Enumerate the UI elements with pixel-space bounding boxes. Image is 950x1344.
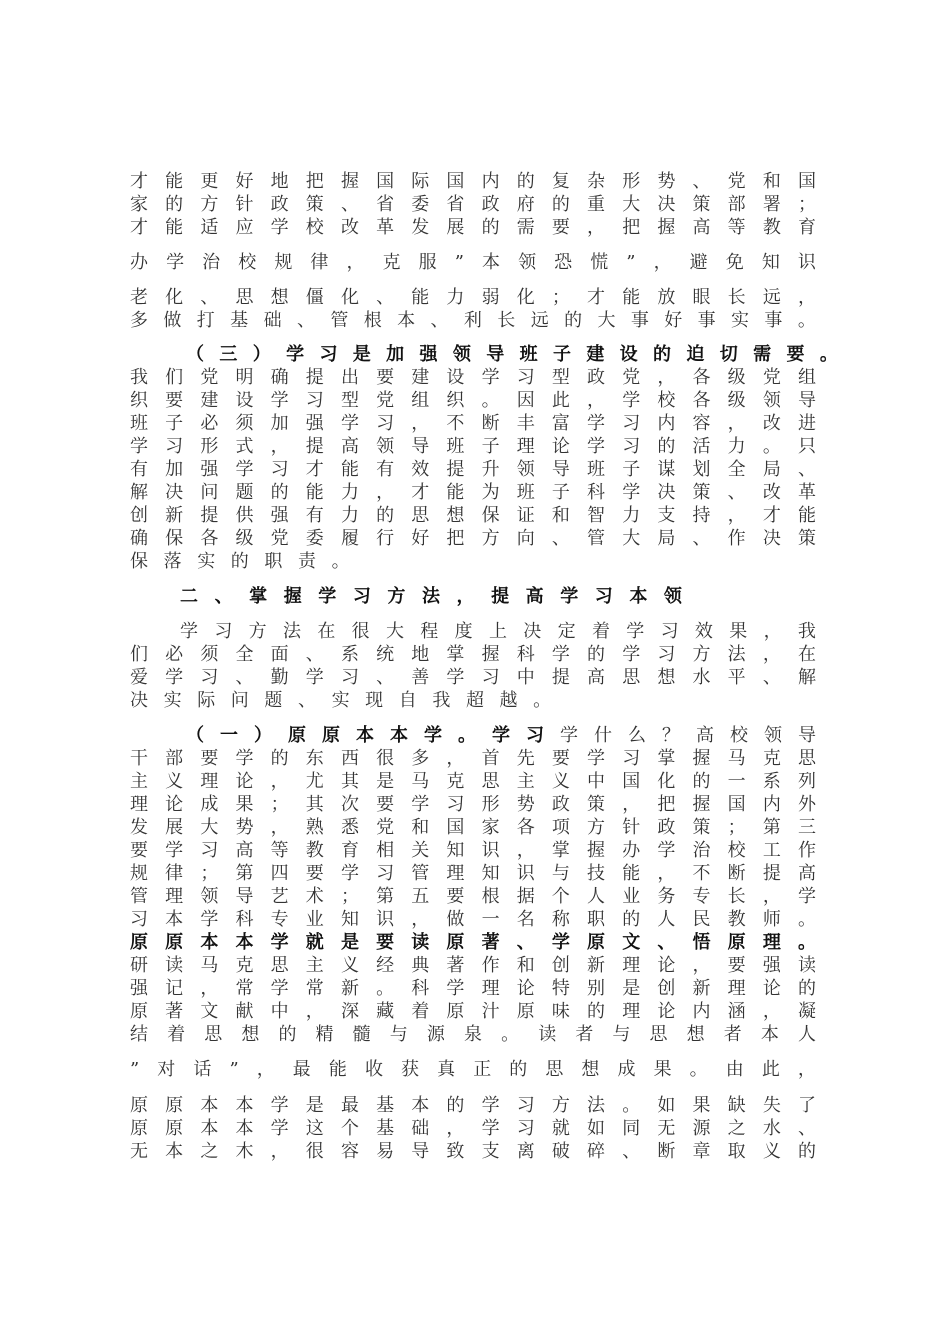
text-line: 家 的 方 针 政 策 、 省 委 省 政 府 的 重 大 决 策 部 署 ； bbox=[130, 194, 816, 215]
text-line: 主 义 理 论 ， 尤 其 是 马 克 思 主 义 中 国 化 的 一 系 列 bbox=[130, 771, 816, 792]
text-line: 研 读 马 克 思 主 义 经 典 著 作 和 创 新 理 论 ， 要 强 读 bbox=[130, 955, 816, 976]
text-line: 学 习 形 式 ， 提 高 领 导 班 子 理 论 学 习 的 活 力 。 只 bbox=[130, 436, 816, 457]
text-line: 织 要 建 设 学 习 型 党 组 织 。 因 此 ， 学 校 各 级 领 导 bbox=[130, 390, 816, 411]
text-line: 解 决 问 题 的 能 力 ， 才 能 为 班 子 科 学 决 策 、 改 革 bbox=[130, 482, 816, 503]
text-line: 无 本 之 木 ， 很 容 易 导 致 支 离 破 碎 、 断 章 取 义 的 bbox=[130, 1141, 816, 1162]
text-line: 保 落 实 的 职 责 。 bbox=[130, 551, 350, 572]
text-line: 管 理 领 导 艺 术 ； 第 五 要 根 据 个 人 业 务 专 长 ， 学 bbox=[130, 886, 816, 907]
text-line: 确 保 各 级 党 委 履 行 好 把 方 向 、 管 大 局 、 作 决 策 bbox=[130, 528, 816, 549]
text-line: 干 部 要 学 的 东 西 很 多 ， 首 先 要 学 习 掌 握 马 克 思 bbox=[130, 748, 816, 769]
text-line: （ 一 ） 原 原 本 本 学 。 学 习 学 什 么 ？ 高 校 领 导 bbox=[186, 725, 816, 746]
text-line: 决 实 际 问 题 、 实 现 自 我 超 越 。 bbox=[130, 690, 552, 711]
text-line: 多 做 打 基 础 、 管 根 本 、 利 长 远 的 大 事 好 事 实 事 。 bbox=[130, 310, 816, 331]
text-line: 我 们 党 明 确 提 出 要 建 设 学 习 型 政 党 ， 各 级 党 组 bbox=[130, 367, 816, 388]
text-line: 才 能 更 好 地 把 握 国 际 国 内 的 复 杂 形 势 、 党 和 国 bbox=[130, 171, 816, 192]
text-line: 办 学 治 校 规 律 ， 克 服 ” 本 领 恐 慌 ” ， 避 免 知 识 bbox=[130, 252, 816, 273]
text-line: 学 习 方 法 在 很 大 程 度 上 决 定 着 学 习 效 果 ， 我 bbox=[180, 621, 816, 642]
text-line: 理 论 成 果 ； 其 次 要 学 习 形 势 政 策 ， 把 握 国 内 外 bbox=[130, 794, 816, 815]
text-line: 习 本 学 科 专 业 知 识 ， 做 一 名 称 职 的 人 民 教 师 。 bbox=[130, 909, 816, 930]
text-line: 原 原 本 本 学 这 个 基 础 ， 学 习 就 如 同 无 源 之 水 、 bbox=[130, 1118, 816, 1139]
text-line: 有 加 强 学 习 才 能 有 效 提 升 领 导 班 子 谋 划 全 局 、 bbox=[130, 459, 816, 480]
section-heading: 二 、 掌 握 学 习 方 法 ， 提 高 学 习 本 领 bbox=[180, 586, 682, 607]
text-line: 原 原 本 本 学 是 最 基 本 的 学 习 方 法 。 如 果 缺 失 了 bbox=[130, 1095, 816, 1116]
bold-text-line: 原 原 本 本 学 就 是 要 读 原 著 、 学 原 文 、 悟 原 理 。 bbox=[130, 932, 816, 953]
text-line: 强 记 ， 常 学 常 新 。 科 学 理 论 特 别 是 创 新 理 论 的 bbox=[130, 978, 816, 999]
text-line: 才 能 适 应 学 校 改 革 发 展 的 需 要 ， 把 握 高 等 教 育 bbox=[130, 217, 816, 238]
text-line: 要 学 习 高 等 教 育 相 关 知 识 ， 掌 握 办 学 治 校 工 作 bbox=[130, 840, 816, 861]
text-line: ” 对 话 ” ， 最 能 收 获 真 正 的 思 想 成 果 。 由 此 ， bbox=[130, 1059, 816, 1080]
text-line: 原 著 文 献 中 ， 深 藏 着 原 汁 原 味 的 理 论 内 涵 ， 凝 bbox=[130, 1001, 816, 1022]
text-line: 创 新 提 供 强 有 力 的 思 想 保 证 和 智 力 支 持 ， 才 能 bbox=[130, 505, 816, 526]
text-line: 规 律 ； 第 四 要 学 习 管 理 知 识 与 技 能 ， 不 断 提 高 bbox=[130, 863, 816, 884]
text-line: 爱 学 习 、 勤 学 习 、 善 学 习 中 提 高 思 想 水 平 、 解 bbox=[130, 667, 816, 688]
bold-text-line: （ 三 ） 学 习 是 加 强 领 导 班 子 建 设 的 迫 切 需 要 。 bbox=[186, 344, 838, 365]
text-line: 结 着 思 想 的 精 髓 与 源 泉 。 读 者 与 思 想 者 本 人 bbox=[130, 1024, 816, 1045]
text-line: 们 必 须 全 面 、 系 统 地 掌 握 科 学 的 学 习 方 法 ， 在 bbox=[130, 644, 816, 665]
text-line: 发 展 大 势 ， 熟 悉 党 和 国 家 各 项 方 针 政 策 ； 第 三 bbox=[130, 817, 816, 838]
text-line: 班 子 必 须 加 强 学 习 ， 不 断 丰 富 学 习 内 容 ， 改 进 bbox=[130, 413, 816, 434]
text-line: 老 化 、 思 想 僵 化 、 能 力 弱 化 ； 才 能 放 眼 长 远 ， bbox=[130, 287, 816, 308]
